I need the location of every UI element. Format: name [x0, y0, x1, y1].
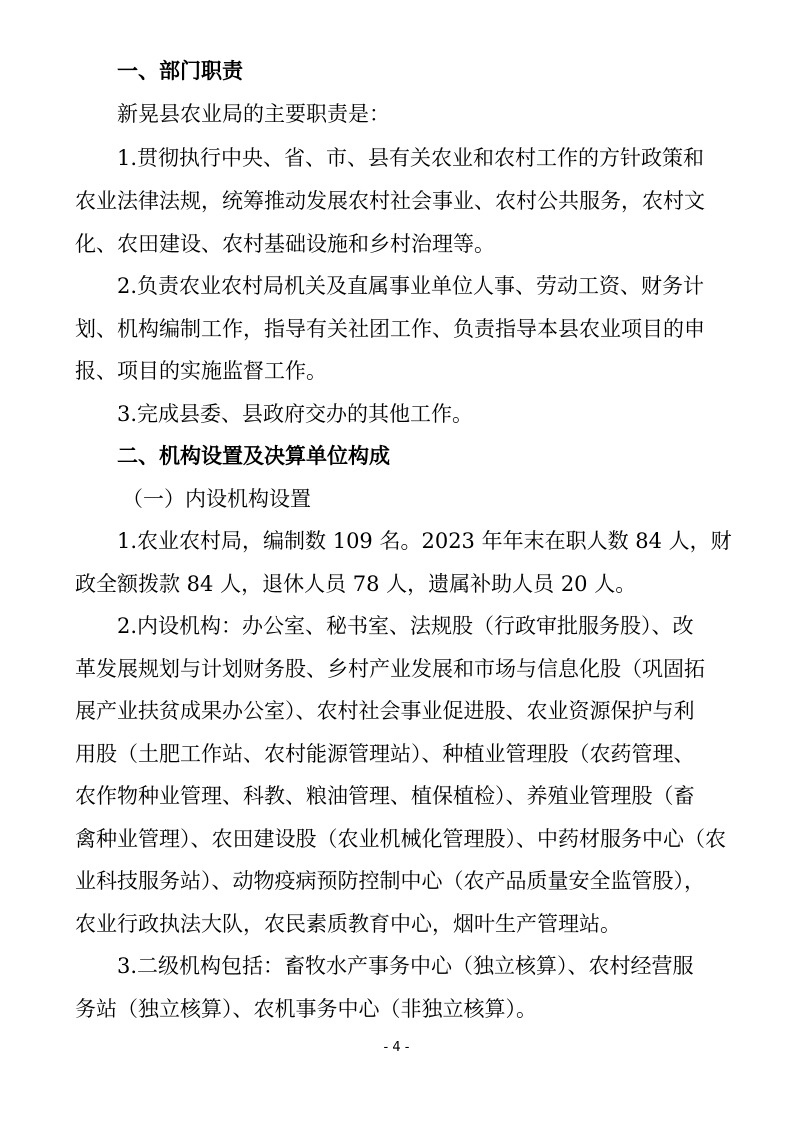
section2-item2-line5: 农作物种业管理、科教、粮油管理、植保植检）、养殖业管理股（畜 — [75, 784, 695, 808]
section1-heading: 一、部门职责 — [117, 59, 243, 83]
section2-item2-line7: 业科技服务站）、动物疫病预防控制中心（农产品质量安全监管股）， — [75, 869, 705, 893]
section2-item2-line4: 用股（土肥工作站、农村能源管理站）、种植业管理股（农药管理、 — [75, 742, 695, 766]
section2-subheading: （一）内设机构设置 — [122, 487, 311, 511]
section2-item2-line6: 禽种业管理）、农田建设股（农业机械化管理股）、中药材服务中心（农 — [75, 827, 726, 851]
section2-item2-line3: 展产业扶贫成果办公室）、农村社会事业促进股、农业资源保护与利 — [75, 699, 695, 723]
section1-item3: 3.完成县委、县政府交办的其他工作。 — [117, 402, 474, 426]
page-number: - 4 - — [383, 1040, 410, 1055]
section1-item2-line2: 划、机构编制工作，指导有关社团工作、负责指导本县农业项目的申 — [75, 317, 705, 341]
section2-item2-line8: 农业行政执法大队，农民素质教育中心，烟叶生产管理站。 — [75, 912, 621, 936]
section2-item3-line2: 务站（独立核算）、农机事务中心（非独立核算）。 — [75, 997, 537, 1021]
section2-heading: 二、机构设置及决算单位构成 — [117, 444, 390, 468]
section1-item1-line3: 化、农田建设、农村基础设施和乡村治理等。 — [75, 232, 495, 256]
section2-item1-line2: 政全额拨款 84 人，退休人员 78 人，遗属补助人员 20 人。 — [75, 572, 637, 596]
section1-item1-line1: 1.贯彻执行中央、省、市、县有关农业和农村工作的方针政策和 — [117, 146, 705, 170]
section1-item1-line2: 农业法律法规，统筹推动发展农村社会事业、农村公共服务，农村文 — [75, 189, 705, 213]
section1-intro: 新晃县农业局的主要职责是： — [117, 102, 390, 126]
section2-item2-line1: 2.内设机构：办公室、秘书室、法规股（行政审批服务股）、改 — [117, 614, 694, 638]
section2-item3-line1: 3.二级机构包括：畜牧水产事务中心（独立核算）、农村经营服 — [117, 954, 694, 978]
section2-item2-line2: 革发展规划与计划财务股、乡村产业发展和市场与信息化股（巩固拓 — [75, 657, 705, 681]
section1-item2-line1: 2.负责农业农村局机关及直属事业单位人事、劳动工资、财务计 — [117, 274, 705, 298]
section1-item2-line3: 报、项目的实施监督工作。 — [75, 359, 327, 383]
section2-item1-line1: 1.农业农村局，编制数 109 名。2023 年年末在职人数 84 人，财 — [117, 529, 732, 553]
